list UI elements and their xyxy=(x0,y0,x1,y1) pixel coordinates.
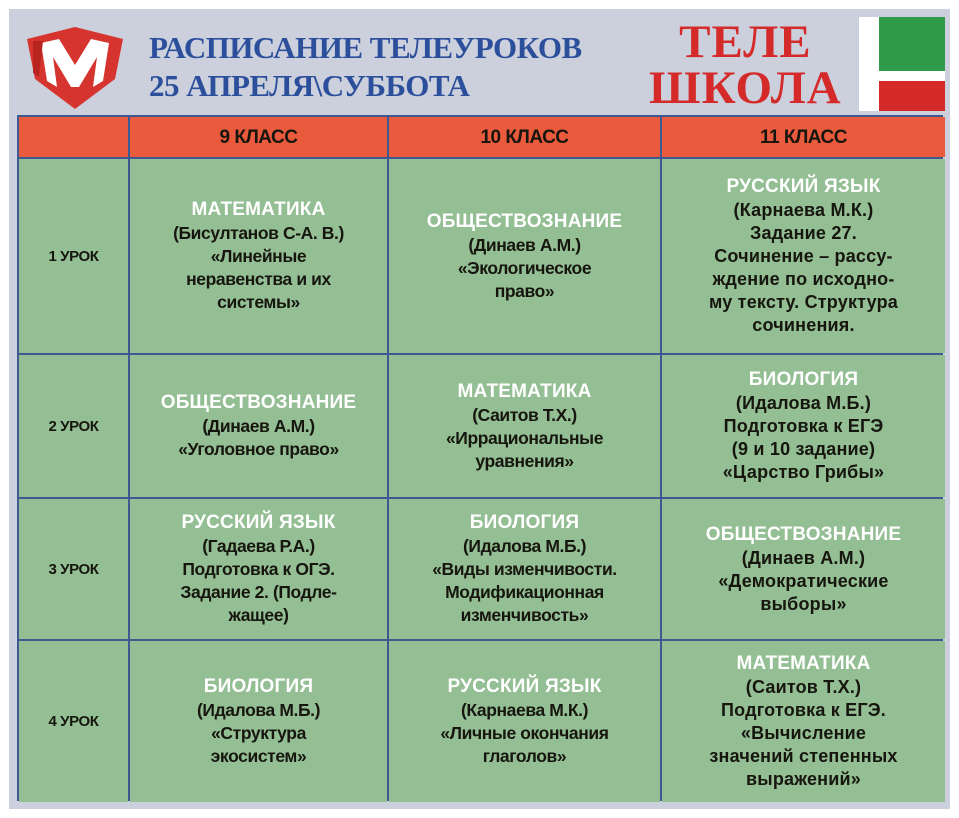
brand-logo-text xyxy=(649,16,842,114)
subject-name: МАТЕМАТИКА xyxy=(736,653,871,674)
lesson-detail-line: му тексту. Структура xyxy=(708,292,899,312)
poster-header xyxy=(9,9,950,119)
lesson-detail-line: «Личные окончания xyxy=(440,723,609,743)
schedule-table xyxy=(17,115,943,801)
lesson-label: 1 УРОК xyxy=(19,159,128,353)
subject-name: РУССКИЙ ЯЗЫК xyxy=(181,512,336,533)
subject-name: ОБЩЕСТВОЗНАНИЕ xyxy=(160,392,357,413)
lesson-detail-line: «Иррациональные xyxy=(445,427,604,448)
lesson-cell-c9 xyxy=(130,641,387,802)
lesson-detail-line: (Динаев А.М.) xyxy=(202,416,315,436)
subject-name: РУССКИЙ ЯЗЫК xyxy=(726,176,881,197)
subject-name: ОБЩЕСТВОЗНАНИЕ xyxy=(426,210,623,232)
subject-name: МАТЕМАТИКА xyxy=(191,199,326,220)
subject-name: БИОЛОГИЯ xyxy=(748,369,859,390)
lesson-cell-c9 xyxy=(130,499,387,639)
lesson-detail-line: изменчивость» xyxy=(460,605,589,625)
lesson-cell-c11 xyxy=(662,641,945,802)
lesson-detail-line: «Экологическое xyxy=(457,257,592,278)
lesson-detail-line: (Динаев А.М.) xyxy=(741,547,866,568)
lesson-detail-line: (Бисултанов С-А. В.) xyxy=(173,223,344,243)
lesson-detail-line: Задание 2. (Подле- xyxy=(180,582,337,602)
lesson-detail-line: жащее) xyxy=(228,605,289,625)
column-header-3: 11 КЛАСС xyxy=(662,117,945,157)
lesson-cell-c10 xyxy=(389,355,660,497)
lesson-detail-line: (Саитов Т.Х.) xyxy=(745,677,862,697)
column-header-1: 9 КЛАСС xyxy=(130,117,387,157)
lesson-detail-line: (Гадаева Р.А.) xyxy=(202,536,315,556)
lesson-detail-line: «Структура xyxy=(211,723,306,743)
lesson-detail-line: значений степенных xyxy=(709,746,898,766)
lesson-detail-line: глаголов» xyxy=(482,746,567,766)
title-line-1: РАСПИСАНИЕ ТЕЛЕУРОКОВ xyxy=(149,30,582,65)
subject-name: МАТЕМАТИКА xyxy=(457,380,592,402)
lesson-detail-line: «Демократические xyxy=(718,570,889,591)
lesson-cell-c10 xyxy=(389,159,660,353)
lesson-detail-line: (Саитов Т.Х.) xyxy=(472,404,577,425)
lesson-cell-c9 xyxy=(130,355,387,497)
schedule-poster xyxy=(9,9,950,809)
lesson-detail-line: Задание 27. xyxy=(750,223,857,243)
lesson-detail-line: (Идалова М.Б.) xyxy=(462,536,587,556)
lesson-detail-line: (Идалова М.Б.) xyxy=(196,700,321,720)
lesson-detail-line: (Идалова М.Б.) xyxy=(735,393,872,413)
lesson-cell-c9 xyxy=(130,159,387,353)
lesson-detail-line: «Линейные xyxy=(210,246,307,266)
lesson-label: 4 УРОК xyxy=(19,641,128,802)
lesson-cell-c11 xyxy=(662,355,945,497)
lesson-detail-line: (9 и 10 задание) xyxy=(731,439,876,459)
lesson-cell-c11 xyxy=(662,159,945,353)
column-header-2: 10 КЛАСС xyxy=(389,117,660,157)
lesson-detail-line: «Царство Грибы» xyxy=(722,462,885,482)
lesson-detail-line: Сочинение – рассу- xyxy=(714,246,893,266)
brand-line-2: ШКОЛА xyxy=(649,62,842,114)
lesson-detail-line: сочинения. xyxy=(752,315,855,335)
lesson-detail-line: (Динаев А.М.) xyxy=(468,234,581,255)
lesson-detail-line: Модификационная xyxy=(445,582,604,602)
lesson-cell-c10 xyxy=(389,499,660,639)
lesson-label: 3 УРОК xyxy=(19,499,128,639)
brand-line-1: ТЕЛЕ xyxy=(679,16,812,68)
lesson-detail-line: Подготовка к ОГЭ. xyxy=(182,559,335,579)
subject-name: РУССКИЙ ЯЗЫК xyxy=(447,676,602,697)
lesson-detail-line: выражений» xyxy=(746,769,861,789)
lesson-detail-line: ждение по исходно- xyxy=(712,269,895,289)
lesson-detail-line: право» xyxy=(494,280,555,301)
lesson-detail-line: экосистем» xyxy=(210,746,307,766)
lesson-detail-line: Подготовка к ЕГЭ. xyxy=(720,700,886,720)
lesson-detail-line: уравнения» xyxy=(475,450,574,471)
lesson-cell-c11 xyxy=(662,499,945,639)
lesson-detail-line: неравенства и их xyxy=(186,269,331,289)
subject-name: БИОЛОГИЯ xyxy=(469,512,580,533)
column-header-0 xyxy=(19,117,128,157)
chechen-flag-icon xyxy=(859,17,945,111)
lesson-detail-line: «Виды изменчивости. xyxy=(432,559,617,579)
lesson-cell-c10 xyxy=(389,641,660,802)
subject-name: ОБЩЕСТВОЗНАНИЕ xyxy=(705,523,902,545)
lesson-detail-line: «Уголовное право» xyxy=(178,439,339,459)
lesson-detail-line: системы» xyxy=(217,292,300,312)
lesson-detail-line: «Вычисление xyxy=(740,723,867,743)
title-line-2: 25 АПРЕЛЯ\СУББОТА xyxy=(149,68,470,103)
lesson-detail-line: (Карнаева М.К.) xyxy=(733,200,874,220)
lesson-detail-line: (Карнаева М.К.) xyxy=(460,700,589,720)
subject-name: БИОЛОГИЯ xyxy=(203,676,314,697)
page-title xyxy=(149,29,582,105)
red-shield-m-logo-icon xyxy=(19,21,131,113)
lesson-label: 2 УРОК xyxy=(19,355,128,497)
lesson-detail-line: Подготовка к ЕГЭ xyxy=(723,416,884,436)
lesson-detail-line: выборы» xyxy=(760,593,847,614)
